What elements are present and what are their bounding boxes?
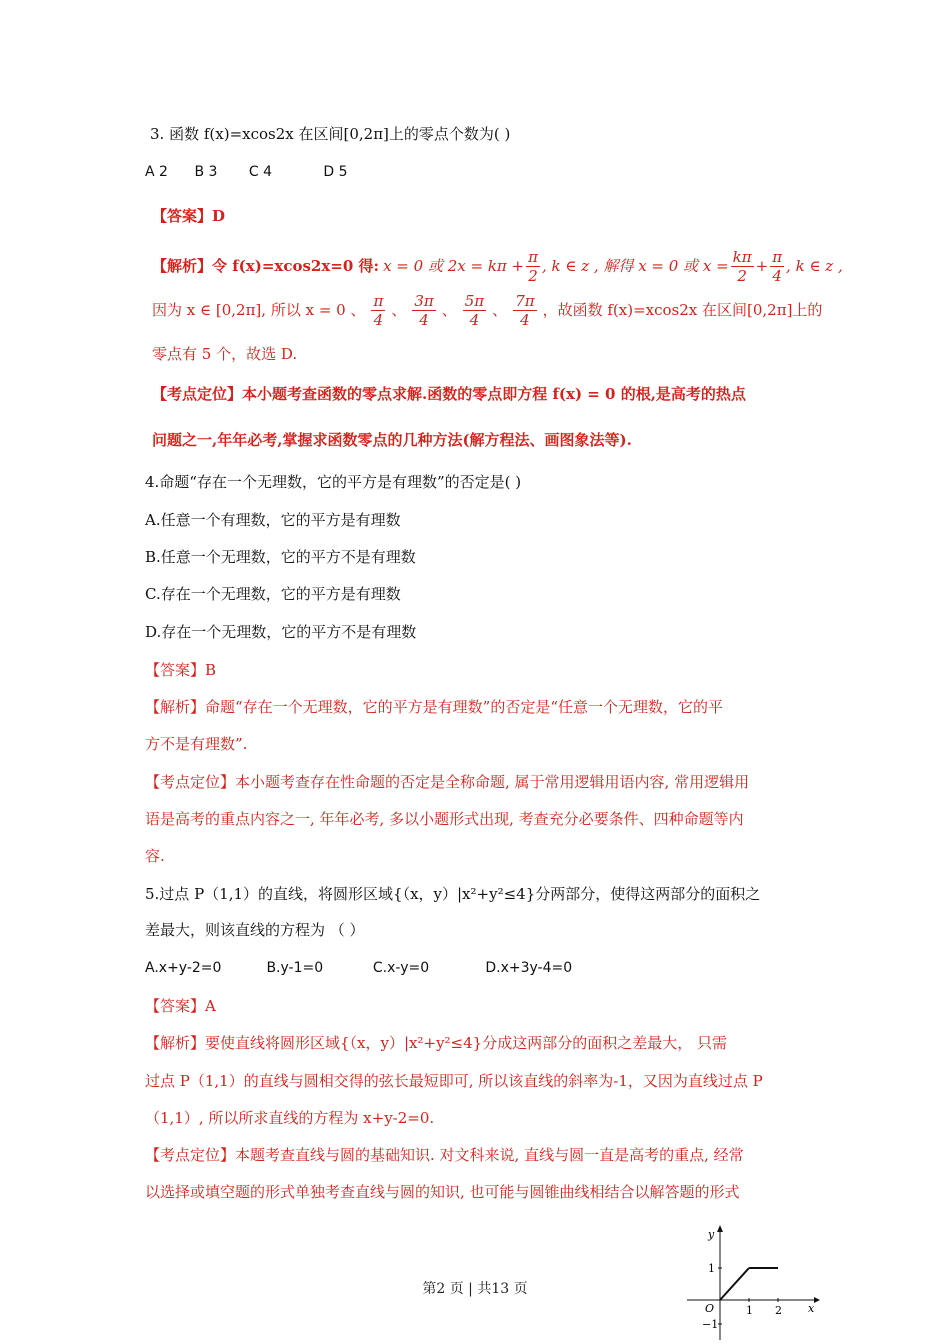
q4-option-d: D.存在一个无理数，它的平方不是有理数 <box>145 623 417 641</box>
q3-analysis-line1 <box>152 246 843 286</box>
q5-stem-line1: 5.过点 P（1,1）的直线，将圆形区域{（x，y）|x²+y²≤4}分两部分，使得这两部分的面积之 <box>145 885 761 903</box>
q3-zero-frac-2: $\frac{3\pi}{4}$ <box>414 291 434 329</box>
x-tick-label-1: 1 <box>746 1304 753 1317</box>
q5-choice-c: C.x-y=0 <box>372 960 430 976</box>
q4-kaodian-line1: 【考点定位】本小题考查存在性命题的否定是全称命题, 属于常用逻辑用语内容, 常用逻辑用 <box>145 773 750 791</box>
q5-choice-a: A.x+y-2=0 <box>145 960 222 976</box>
q3-plus-sign: + <box>755 257 769 275</box>
q3-choice-c: C 4 <box>248 164 273 180</box>
q5-stem-line2: 差最大，则该直线的方程为 （ ） <box>145 921 365 939</box>
function-graph <box>682 1222 822 1342</box>
q3-answer: 【答案】D <box>152 207 226 225</box>
q3-zero-frac-4: $\frac{7\pi}{4}$ <box>515 291 535 329</box>
q4-answer: 【答案】B <box>145 661 217 679</box>
y-axis-arrow <box>717 1225 723 1232</box>
y-tick-label-neg1: −1 <box>702 1318 719 1331</box>
x-axis-arrow <box>814 1297 820 1303</box>
x-axis-label: x <box>808 1302 815 1315</box>
q4-kaodian-line3: 容. <box>145 847 165 865</box>
q3-analysis-eq1b: , k ∈ z , 解得 x = 0 或 x = <box>541 257 729 275</box>
q4-analysis-line1: 【解析】命题“存在一个无理数，它的平方是有理数”的否定是“任意一个无理数，它的平 <box>145 698 724 716</box>
page-footer: 第2 页 | 共13 页 <box>422 1281 528 1297</box>
q3-kaodian-line2: 问题之一,年年必考,掌握求函数零点的几种方法(解方程法、画图象法等). <box>152 431 632 449</box>
q5-choice-b: B.y-1=0 <box>266 960 324 976</box>
q4-option-c: C.存在一个无理数，它的平方是有理数 <box>145 585 401 603</box>
q3-choice-b: B 3 <box>194 164 218 180</box>
origin-label: O <box>705 1302 715 1315</box>
q5-analysis-line3: （1,1）, 所以所求直线的方程为 x+y-2=0. <box>145 1109 435 1127</box>
x-tick-label-2: 2 <box>775 1304 782 1317</box>
q5-choice-d: D.x+3y-4=0 <box>485 960 573 976</box>
q5-analysis-line1: 【解析】要使直线将圆形区域{（x，y）|x²+y²≤4}分成这两部分的面积之差最大， 只需 <box>145 1034 727 1052</box>
q3-choice-d: D 5 <box>323 164 348 180</box>
q3-analysis-eq1c: , k ∈ z , <box>786 257 843 275</box>
q5-kaodian-line1: 【考点定位】本题考查直线与圆的基础知识. 对文科来说, 直线与圆一直是高考的重点, 经常 <box>145 1146 744 1164</box>
q3-analysis-intro: 【解析】令 f(x)=xcos2x=0 得: <box>152 257 380 275</box>
q3-zero-frac-1: $\frac{\pi}{4}$ <box>373 291 384 329</box>
q5-kaodian-line2: 以选择或填空题的形式单独考查直线与圆的知识, 也可能与圆锥曲线相结合以解答题的形式 <box>145 1183 740 1201</box>
q3-analysis-line2-a: 因为 x ∈ [0,2π], 所以 x = 0 、 <box>152 301 366 319</box>
q4-option-b: B.任意一个无理数，它的平方不是有理数 <box>145 548 416 566</box>
q3-zero-frac-3: $\frac{5\pi}{4}$ <box>464 291 485 329</box>
y-tick-label-1: 1 <box>708 1262 715 1275</box>
q3-stem: 3. 函数 f(x)=xcos2x 在区间[0,2π]上的零点个数为( ) <box>150 125 511 143</box>
q3-choice-a: A 2 <box>145 164 168 180</box>
q3-frac-kpi-over-2: $\frac{k\pi}{2}$ <box>732 247 752 285</box>
graph-segment-rising <box>720 1268 749 1300</box>
q4-kaodian-line2: 语是高考的重点内容之一, 年年必考, 多以小题形式出现, 考查充分必要条件、四种命题等内 <box>145 810 744 828</box>
q3-kaodian-line1: 【考点定位】本小题考查函数的零点求解.函数的零点即方程 f(x) = 0 的根,是高考的热点 <box>152 385 746 403</box>
q3-analysis-eq1: x = 0 或 2x = kπ + <box>383 257 525 275</box>
q5-answer: 【答案】A <box>145 997 216 1015</box>
q5-analysis-line2: 过点 P（1,1）的直线与圆相交得的弦长最短即可, 所以该直线的斜率为-1，又因为直线过点 P <box>145 1072 763 1090</box>
q3-frac-pi-over-4: $\frac{\pi}{4}$ <box>772 247 783 285</box>
q4-analysis-line2: 方不是有理数”. <box>145 735 248 753</box>
q4-stem: 4.命题“存在一个无理数，它的平方是有理数”的否定是( ) <box>145 473 522 491</box>
y-axis-label: y <box>708 1228 715 1241</box>
q3-analysis-line3: 零点有 5 个，故选 D. <box>152 345 298 363</box>
q5-choices <box>145 958 572 978</box>
q3-choices <box>145 162 348 182</box>
q3-analysis-line2-b: ，故函数 f(x)=xcos2x 在区间[0,2π]上的 <box>542 301 823 319</box>
q4-option-a: A.任意一个有理数，它的平方是有理数 <box>145 511 401 529</box>
q3-analysis-line2: 因为 x ∈ [0,2π], 所以 x = 0 、 $\frac{\pi}{4}$ 、 $\frac{3\pi}{4}$ 、 $\frac{5\pi}{4}$ 、 $\frac{7\pi}{4}$ ，故函数 f(x)=xcos2x 在区间[0,2π]上的 <box>152 291 823 329</box>
q3-frac-pi-over-2: $\frac{\pi}{2}$ <box>528 247 538 285</box>
